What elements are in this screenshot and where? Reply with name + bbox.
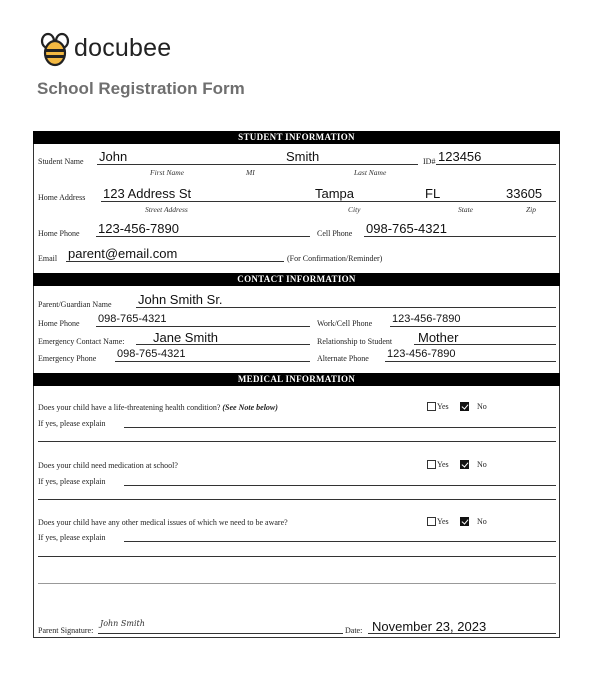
q2-no-label: No [477, 460, 487, 469]
section-student-header: STUDENT INFORMATION [33, 131, 560, 144]
email-field[interactable]: parent@email.com [68, 246, 178, 261]
mi-caption: MI [246, 168, 255, 177]
work-phone-label: Work/Cell Phone [317, 319, 373, 328]
q1-yes-label: Yes [437, 402, 449, 411]
alternate-phone-label: Alternate Phone [317, 354, 369, 363]
emergency-name-field[interactable]: Jane Smith [153, 330, 219, 345]
alternate-phone-line [385, 361, 556, 362]
street-field[interactable]: 123 Address St [103, 186, 192, 201]
contact-home-phone-line [96, 326, 310, 327]
guardian-line [136, 307, 556, 308]
zip-caption: Zip [526, 205, 537, 214]
date-label: Date: [345, 626, 363, 635]
relationship-label: Relationship to Student [317, 337, 393, 346]
city-caption: City [348, 205, 361, 214]
emergency-phone-line [115, 361, 310, 362]
q3-no-label: No [477, 517, 487, 526]
city-field[interactable]: Tampa [315, 186, 355, 201]
work-phone-field[interactable]: 123-456-7890 [392, 313, 461, 325]
q3-explain-label: If yes, please explain [38, 533, 106, 542]
student-id-label: ID# [423, 157, 436, 166]
email-line [66, 261, 284, 262]
bee-icon [38, 31, 72, 67]
medical-question-1: Does your child have a life-threatening health condition? (See Note below) [38, 403, 278, 412]
student-id-line [436, 164, 556, 165]
home-phone-line [96, 236, 310, 237]
signature-label: Parent Signature: [38, 626, 94, 635]
emergency-phone-label: Emergency Phone [38, 354, 97, 363]
form-title: School Registration Form [37, 79, 245, 98]
contact-home-phone-field[interactable]: 098-765-4321 [98, 313, 167, 325]
q2-explain-label: If yes, please explain [38, 477, 106, 486]
q2-explain-field[interactable] [124, 485, 556, 486]
emergency-name-label: Emergency Contact Name: [38, 337, 125, 346]
brand-name: docubee [74, 34, 172, 62]
parent-signature[interactable]: John Smith [100, 619, 145, 628]
first-name-caption: First Name [150, 168, 184, 177]
guardian-field[interactable]: John Smith Sr. [138, 292, 223, 307]
work-phone-line [390, 326, 556, 327]
cell-phone-line [364, 236, 556, 237]
section-contact-header: CONTACT INFORMATION [33, 273, 560, 286]
medical-question-3: Does your child have any other medical issues of which we need to be aware? [38, 518, 288, 527]
signature-line [98, 633, 343, 634]
email-label: Email [38, 254, 58, 263]
q1-explain-field[interactable] [124, 427, 556, 428]
street-caption: Street Address [145, 205, 188, 214]
emergency-name-line [136, 344, 310, 345]
student-first-name-field[interactable]: John [99, 149, 128, 164]
q2-no-checkbox[interactable] [460, 460, 469, 469]
guardian-label: Parent/Guardian Name [38, 300, 112, 309]
note-line [38, 583, 556, 584]
q1-no-checkbox[interactable] [460, 402, 469, 411]
student-name-line [97, 164, 418, 165]
section-medical-header: MEDICAL INFORMATION [33, 373, 560, 386]
q1-yes-checkbox[interactable] [427, 402, 436, 411]
state-field[interactable]: FL [425, 186, 441, 201]
date-line [368, 633, 556, 634]
cell-phone-label: Cell Phone [317, 229, 353, 238]
emergency-phone-field[interactable]: 098-765-4321 [117, 348, 186, 360]
home-phone-field[interactable]: 123-456-7890 [98, 221, 179, 236]
q2-yes-checkbox[interactable] [427, 460, 436, 469]
student-last-name-field[interactable]: Smith [286, 149, 320, 164]
q3-yes-checkbox[interactable] [427, 517, 436, 526]
last-name-caption: Last Name [354, 168, 387, 177]
see-note: (See Note below) [222, 403, 278, 412]
q1-explain-label: If yes, please explain [38, 419, 106, 428]
q3-yes-label: Yes [437, 517, 449, 526]
email-note: (For Confirmation/Reminder) [287, 254, 383, 263]
q3-explain-field[interactable] [124, 541, 556, 542]
home-address-label: Home Address [38, 193, 86, 202]
q1-no-label: No [477, 402, 487, 411]
q3-explain-line-2[interactable] [38, 556, 556, 557]
state-caption: State [458, 205, 473, 214]
q2-yes-label: Yes [437, 460, 449, 469]
zip-field[interactable]: 33605 [506, 186, 543, 201]
address-line [101, 201, 556, 202]
home-phone-label: Home Phone [38, 229, 80, 238]
q2-explain-line-2[interactable] [38, 499, 556, 500]
q1-explain-line-2[interactable] [38, 441, 556, 442]
relationship-field[interactable]: Mother [418, 330, 459, 345]
relationship-line [414, 344, 556, 345]
q3-no-checkbox[interactable] [460, 517, 469, 526]
date-field[interactable]: November 23, 2023 [372, 619, 487, 634]
cell-phone-field[interactable]: 098-765-4321 [366, 221, 447, 236]
contact-home-phone-label: Home Phone [38, 319, 80, 328]
student-id-field[interactable]: 123456 [438, 149, 482, 164]
medical-question-2: Does your child need medication at school? [38, 461, 178, 470]
alternate-phone-field[interactable]: 123-456-7890 [387, 348, 456, 360]
student-name-label: Student Name [38, 157, 84, 166]
